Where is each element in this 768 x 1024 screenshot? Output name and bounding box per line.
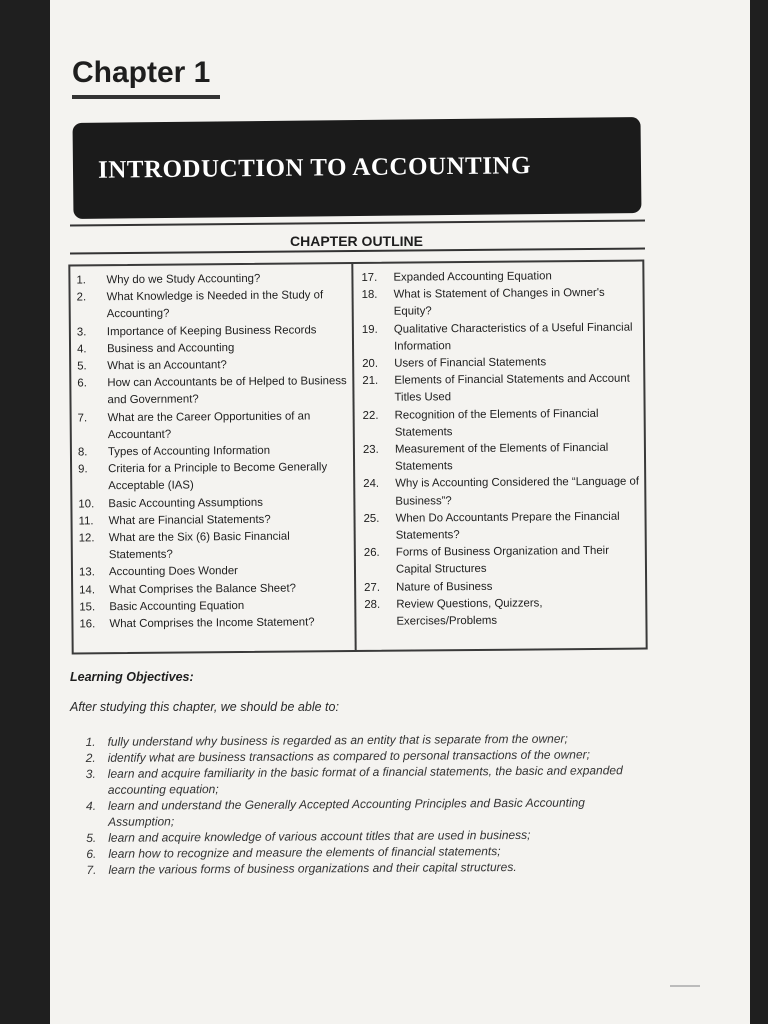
- list-item: [78, 459, 349, 496]
- item-number: 6.: [77, 377, 87, 390]
- outline-table: [68, 259, 647, 654]
- list-item: [362, 319, 639, 356]
- item-text: Why is Accounting Considered the “Language of Business”?: [395, 475, 640, 508]
- list-item: [78, 408, 349, 445]
- item-number: 22.: [362, 409, 379, 422]
- item-text: Recognition of the Elements of Financial Statements: [394, 407, 599, 439]
- chapter-underline: [72, 95, 220, 99]
- item-text: Elements of Financial Statements and Account Titles Used: [394, 372, 630, 405]
- list-item: [362, 285, 639, 322]
- item-number: 26.: [363, 547, 380, 560]
- item-text: Nature of Business: [396, 580, 493, 594]
- item-text: Why do we Study Accounting?: [106, 272, 261, 287]
- item-text: Forms of Business Organization and Their Capital Structures: [395, 545, 610, 577]
- item-number: 7.: [77, 411, 88, 425]
- list-item: [363, 474, 640, 511]
- item-text: Criteria for a Principle to Become Generally Acceptable (IAS): [108, 461, 328, 493]
- item-text: What is Statement of Changes in Owner's Equity?: [393, 287, 605, 319]
- item-number: 15.: [79, 601, 96, 614]
- learning-objectives-heading: Learning Objectives:: [70, 670, 194, 684]
- banner-title: INTRODUCTION TO ACCOUNTING: [97, 152, 532, 184]
- item-number: 5.: [77, 360, 87, 373]
- item-text: fully understand why business is regarded as an entity that is separate from the owner;: [107, 731, 568, 749]
- list-item: [77, 373, 348, 410]
- chapter-title: Chapter 1: [72, 56, 211, 89]
- item-number: 4.: [76, 343, 87, 356]
- document-page: [50, 0, 750, 1024]
- list-item: [363, 508, 640, 545]
- item-text: learn how to recognize and measure the elements of financial statements;: [108, 844, 501, 861]
- item-number: 24.: [363, 478, 380, 491]
- item-number: 23.: [362, 443, 379, 456]
- item-text: Importance of Keeping Business Records: [106, 323, 317, 338]
- item-number: 6.: [86, 846, 97, 861]
- outline-right-column: [353, 262, 645, 651]
- item-text: What are the Career Opportunities of an Accountant?: [107, 410, 311, 442]
- item-number: 20.: [362, 357, 379, 370]
- item-number: 12.: [78, 532, 95, 545]
- learning-objectives-list: [86, 730, 652, 878]
- item-text: What are the Six (6) Basic Financial Statements?: [108, 530, 290, 562]
- item-text: Basic Accounting Assumptions: [108, 496, 263, 510]
- item-number: 16.: [79, 618, 96, 631]
- item-number: 2.: [76, 291, 87, 304]
- item-number: 21.: [362, 375, 379, 388]
- item-text: learn the various forms of business organizations and their capital structures.: [108, 859, 517, 877]
- item-number: 7.: [86, 862, 97, 877]
- item-text: learn and acquire familiarity in the basic format of a financial statements, the basic and expanded accounting equation;: [107, 763, 623, 797]
- item-text: learn and understand the Generally Accepted Accounting Principles and Basic Accounting Assumption;: [107, 795, 586, 829]
- item-number: 28.: [364, 598, 381, 611]
- item-text: Types of Accounting Information: [107, 444, 271, 459]
- item-number: 3.: [85, 766, 96, 781]
- item-text: What are Financial Statements?: [108, 513, 271, 528]
- outline-left-column: [70, 264, 356, 652]
- list-item: [79, 528, 350, 565]
- item-text: learn and acquire knowledge of various account titles that are used in business;: [108, 827, 531, 845]
- learning-objectives-intro: After studying this chapter, we should be able to:: [70, 700, 339, 714]
- item-text: What Knowledge is Needed in the Study of Accounting?: [106, 289, 324, 321]
- list-item: [364, 543, 641, 580]
- item-number: 17.: [361, 271, 378, 284]
- list-item: [79, 614, 350, 634]
- item-text: Business and Accounting: [106, 341, 235, 355]
- list-item: [77, 287, 348, 324]
- item-number: 9.: [78, 463, 88, 476]
- item-number: 5.: [86, 830, 97, 845]
- item-number: 8.: [77, 446, 88, 459]
- list-item: [86, 858, 651, 878]
- page-smudge: [670, 985, 700, 987]
- item-number: 14.: [79, 583, 96, 597]
- list-item: [86, 794, 651, 830]
- list-item: [362, 371, 639, 408]
- chapter-banner: [73, 117, 642, 219]
- list-item: [86, 762, 651, 798]
- item-text: identify what are business transactions as compared to personal transactions of the owner;: [107, 747, 590, 765]
- item-number: 1.: [85, 734, 96, 749]
- item-text: Measurement of the Elements of Financial Statements: [394, 441, 609, 473]
- item-number: 11.: [78, 515, 94, 528]
- item-text: How can Accountants be of Helped to Business and Government?: [107, 375, 347, 407]
- item-number: 25.: [363, 512, 380, 525]
- outline-rule-top: [70, 219, 645, 226]
- item-number: 4.: [85, 798, 97, 813]
- item-text: What is an Accountant?: [107, 359, 227, 373]
- item-number: 27.: [364, 581, 381, 594]
- item-number: 2.: [85, 750, 96, 765]
- item-number: 3.: [76, 325, 87, 339]
- item-number: 13.: [78, 566, 95, 579]
- item-number: 18.: [361, 289, 378, 302]
- item-text: When Do Accountants Prepare the Financial Statements?: [395, 510, 620, 542]
- item-text: Accounting Does Wonder: [108, 565, 239, 579]
- item-text: What Comprises the Income Statement?: [109, 616, 315, 631]
- item-number: 1.: [76, 274, 87, 287]
- list-item: [363, 440, 640, 477]
- item-text: What Comprises the Balance Sheet?: [109, 582, 296, 596]
- outline-heading: CHAPTER OUTLINE: [290, 233, 423, 249]
- item-number: 19.: [361, 323, 378, 336]
- item-text: Qualitative Characteristics of a Useful Financial Information: [393, 321, 633, 353]
- item-text: Review Questions, Quizzers, Exercises/Problems: [396, 597, 543, 628]
- item-text: Expanded Accounting Equation: [393, 270, 552, 284]
- item-text: Users of Financial Statements: [394, 356, 547, 370]
- list-item: [363, 405, 640, 442]
- item-number: 10.: [78, 497, 95, 511]
- list-item: [364, 594, 641, 631]
- item-text: Basic Accounting Equation: [109, 599, 245, 614]
